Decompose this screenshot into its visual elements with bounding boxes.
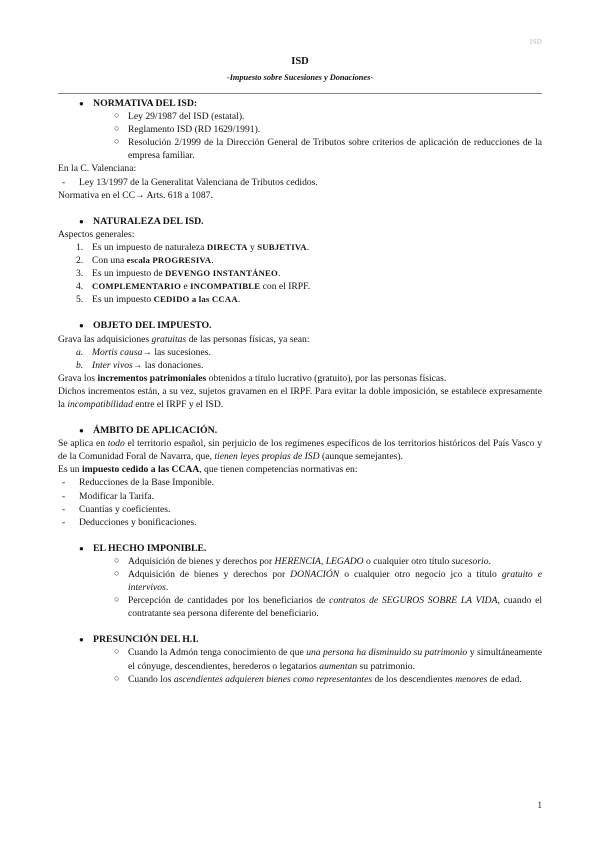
bullet-icon: ● — [79, 426, 84, 436]
list-item: ○ Adquisición de bienes y derechos por DONACIÓN o cualquier otro negocio jco a título gratuito e intervivos. — [114, 568, 542, 594]
bullet-icon: ● — [79, 635, 84, 645]
dash-bullet-icon: - — [62, 516, 66, 528]
list-item: ○ Ley 29/1987 del ISD (estatal). — [114, 110, 245, 123]
dash-bullet-icon: - — [62, 490, 66, 502]
document-body — [58, 97, 542, 686]
paragraph: Grava los incrementos patrimoniales obtenidos a título lucrativo (gratuito), por las personas físicas. — [58, 372, 447, 384]
dash-bullet-icon: - — [62, 477, 66, 489]
list-item: - Ley 13/1997 de la Generalitat Valenciana de Tributos cedidos. — [62, 176, 318, 188]
list-item: ○ Cuando la Admón tenga conocimiento de que una persona ha disminuido su patrimonio y simultáneamente el cónyuge, descendientes, herederos o legatarios aumentan su patrimonio. — [114, 646, 542, 672]
list-item: ○ Percepción de cantidades por los beneficiarios de contratos de SEGUROS SOBRE LA VIDA, cuando el contratante sea persona diferente del beneficiario. — [114, 594, 542, 620]
section-heading-ambito: ● ÁMBITO DE APLICACIÓN. — [79, 425, 218, 437]
document-title: ISD — [291, 56, 309, 67]
paragraph: Dichos incrementos están, a su vez, sujetos gravamen en el IRPF. Para evitar la doble imposición, se establece expresamente la incompatibilidad entre el IRPF y el ISD. — [58, 385, 542, 410]
paragraph: En la C. Valenciana: — [58, 163, 137, 175]
list-item: ○ Adquisición de bienes y derechos por HERENCIA, LEGADO o cualquier otro título sucesorio. — [114, 554, 491, 567]
circle-bullet-icon: ○ — [114, 672, 120, 683]
circle-bullet-icon: ○ — [114, 554, 120, 565]
list-item: ○ Resolución 2/1999 de la Dirección General de Tributos sobre criterios de aplicación de reducciones de la empresa familiar. — [114, 136, 542, 162]
running-header: ISD — [529, 38, 542, 46]
dash-bullet-icon: - — [62, 176, 66, 188]
paragraph: Es un impuesto cedido a las CCAA, que tienen competencias normativas en: — [58, 464, 358, 476]
list-item: ○ Reglamento ISD (RD 1629/1991). — [114, 123, 261, 136]
paragraph: Se aplica en todo el territorio español, sin perjuicio de los regímenes específicos de los territorios históricos del País Vasco y de la Comunidad Foral de Navarra, que, tienen leyes propias de ISD (aunque semejantes). — [58, 438, 542, 463]
page-number: 1 — [537, 800, 542, 810]
section-heading-hecho-imponible: ● EL HECHO IMPONIBLE. — [79, 542, 207, 554]
paragraph: Normativa en el CC→ Arts. 618 a 1087. — [58, 189, 213, 201]
list-item: - Modificar la Tarifa. — [62, 490, 155, 502]
bullet-icon: ● — [79, 216, 84, 226]
numbered-item: 4. COMPLEMENTARIO e INCOMPATIBLE con el IRPF. — [76, 281, 311, 293]
lettered-item: b. Inter vivos→ las donaciones. — [76, 359, 204, 371]
list-item: - Reducciones de la Base Imponible. — [62, 477, 215, 489]
bullet-icon: ● — [79, 321, 84, 331]
dash-bullet-icon: - — [62, 503, 66, 515]
section-heading-normativa: ● NORMATIVA DEL ISD: — [79, 98, 198, 109]
document-subtitle: -Impuesto sobre Sucesiones y Donaciones- — [226, 73, 374, 82]
list-item: ○ Cuando los ascendientes adquieren bienes como representantes de los descendientes menores de edad. — [114, 672, 522, 685]
list-item: - Cuantías y coeficientes. — [62, 503, 171, 515]
circle-bullet-icon: ○ — [114, 646, 120, 657]
paragraph: Aspectos generales: — [58, 228, 135, 240]
numbered-item: 5. Es un impuesto CEDIDO a las CCAA. — [76, 294, 241, 306]
lettered-item: a. Mortis causa→ las sucesiones. — [76, 346, 211, 358]
numbered-item: 2. Con una escala PROGRESIVA. — [76, 255, 214, 267]
circle-bullet-icon: ○ — [114, 594, 120, 605]
circle-bullet-icon: ○ — [114, 123, 120, 134]
bullet-icon: ● — [79, 543, 84, 553]
circle-bullet-icon: ○ — [114, 136, 120, 147]
paragraph: Grava las adquisiciones gratuitas de las personas físicas, ya sean: — [58, 333, 310, 345]
numbered-item: 1. Es un impuesto de naturaleza DIRECTA y SUBJETIVA. — [76, 241, 310, 253]
bullet-icon: ● — [79, 99, 84, 108]
title-divider — [58, 93, 542, 94]
list-item: - Deducciones y bonificaciones. — [62, 516, 197, 528]
section-heading-presuncion: ● PRESUNCIÓN DEL H.I. — [79, 634, 199, 646]
circle-bullet-icon: ○ — [114, 110, 120, 121]
circle-bullet-icon: ○ — [114, 568, 120, 578]
section-heading-objeto: ● OBJETO DEL IMPUESTO. — [79, 320, 212, 332]
section-heading-naturaleza: ● NATURALEZA DEL ISD. — [79, 215, 204, 227]
numbered-item: 3. Es un impuesto de DEVENGO INSTANTÁNEO. — [76, 268, 281, 280]
